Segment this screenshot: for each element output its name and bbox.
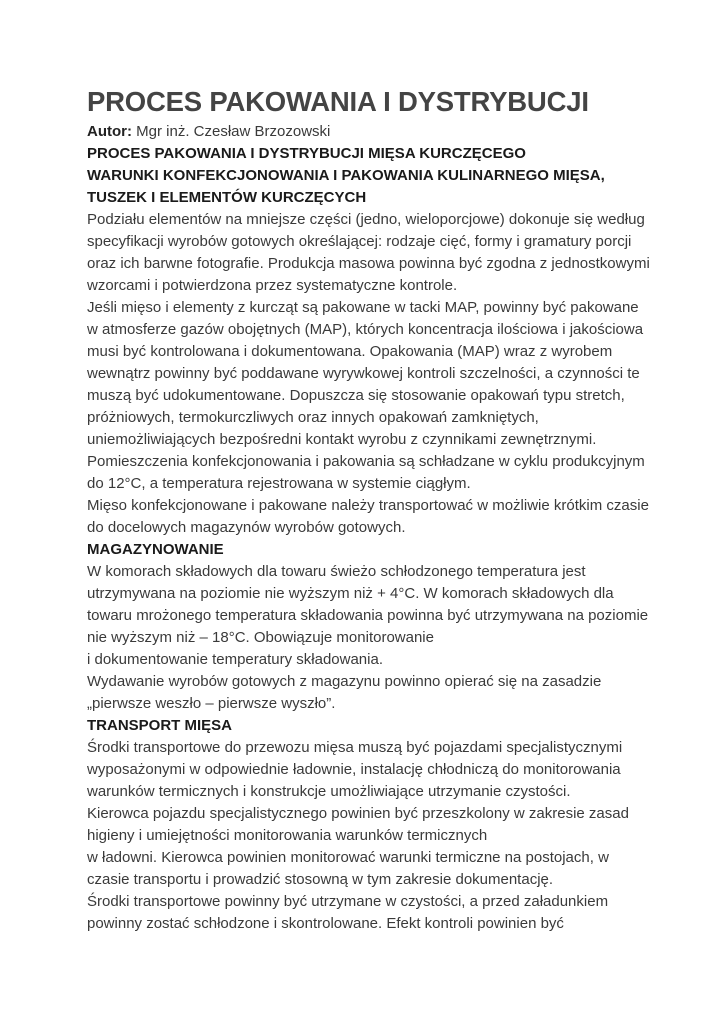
text-line: wewnątrz powinny być poddawane wyrywkowej kontroli szczelności, a czynności te	[87, 365, 640, 382]
text-line: „pierwsze weszło – pierwsze wyszło”.	[87, 695, 336, 712]
text-line: utrzymywana na poziomie nie wyższym niż + 4°C. W komorach składowych dla	[87, 585, 614, 602]
text-line: musi być kontrolowana i dokumentowana. Opakowania (MAP) wraz z wyrobem	[87, 343, 613, 360]
author-name: Mgr inż. Czesław Brzozowski	[132, 123, 331, 140]
text-line: czasie transportu i prowadzić stosowną w tym zakresie dokumentację.	[87, 871, 554, 888]
text-line: MAGAZYNOWANIE	[87, 541, 224, 558]
text-line: Środki transportowe do przewozu mięsa muszą być pojazdami specjalistycznymi	[87, 739, 623, 756]
author-label: Autor:	[87, 123, 132, 140]
text-line: w ładowni. Kierowca powinien monitorować warunki termiczne na postojach, w	[87, 849, 609, 866]
document-body	[87, 143, 665, 935]
text-line: oraz ich barwne fotografie. Produkcja masowa powinna być zgodna z jednostkowymi	[87, 255, 650, 272]
text-line: i dokumentowanie temperatury składowania.	[87, 651, 383, 668]
text-line: do docelowych magazynów wyrobów gotowych.	[87, 519, 406, 536]
text-line: TRANSPORT MIĘSA	[87, 717, 233, 734]
text-line: Kierowca pojazdu specjalistycznego powinien być przeszkolony w zakresie zasad	[87, 805, 629, 822]
text-line: Wydawanie wyrobów gotowych z magazynu powinno opierać się na zasadzie	[87, 673, 602, 690]
text-line: Mięso konfekcjonowane i pakowane należy transportować w możliwie krótkim czasie	[87, 497, 649, 514]
text-line: WARUNKI KONFEKCJONOWANIA I PAKOWANIA KULINARNEGO MIĘSA,	[87, 167, 605, 184]
text-line: muszą być udokumentowane. Dopuszcza się stosowanie opakowań typu stretch,	[87, 387, 625, 404]
text-line: Jeśli mięso i elementy z kurcząt są pakowane w tacki MAP, powinny być pakowane	[87, 299, 639, 316]
text-line: Środki transportowe powinny być utrzymane w czystości, a przed załadunkiem	[87, 893, 609, 910]
text-line: higieny i umiejętności monitorowania warunków termicznych	[87, 827, 488, 844]
text-line: do 12°C, a temperatura rejestrowana w systemie ciągłym.	[87, 475, 471, 492]
text-line: specyfikacji wyrobów gotowych określającej: rodzaje cięć, formy i gramatury porcji	[87, 233, 632, 250]
text-line: warunków termicznych i konstrukcje umożliwiające utrzymanie czystości.	[87, 783, 571, 800]
paragraph	[87, 737, 665, 935]
text-line: próżniowych, termokurczliwych oraz innych opakowań zamkniętych,	[87, 409, 539, 426]
text-line: wzorcami i potwierdzona przez systematyczne kontrole.	[87, 277, 458, 294]
text-line: TUSZEK I ELEMENTÓW KURCZĘCYCH	[87, 189, 367, 206]
paragraph	[87, 561, 665, 715]
section-heading	[87, 715, 665, 737]
text-line: Pomieszczenia konfekcjonowania i pakowania są schładzane w cyklu produkcyjnym	[87, 453, 645, 470]
author-line	[87, 121, 665, 142]
document-title: PROCES PAKOWANIA I DYSTRYBUCJI	[87, 86, 589, 117]
section-heading	[87, 539, 665, 561]
text-line: towaru mrożonego temperatura składowania powinna być utrzymywana na poziomie	[87, 607, 649, 624]
text-line: powinny zostać schłodzone i skontrolowane. Efekt kontroli powinien być	[87, 915, 564, 932]
text-line: Podziału elementów na mniejsze części (jedno, wieloporcjowe) dokonuje się według	[87, 211, 645, 228]
text-line: W komorach składowych dla towaru świeżo schłodzonego temperatura jest	[87, 563, 586, 580]
paragraph	[87, 209, 665, 539]
section-heading	[87, 143, 665, 209]
text-line: nie wyższym niż – 18°C. Obowiązuje monitorowanie	[87, 629, 434, 646]
text-line: wyposażonymi w odpowiednie ładownie, instalację chłodniczą do monitorowania	[87, 761, 621, 778]
text-line: w atmosferze gazów obojętnych (MAP), których koncentracja ilościowa i jakościowa	[87, 321, 644, 338]
text-line: uniemożliwiających bezpośredni kontakt wyrobu z czynnikami zewnętrznymi.	[87, 431, 597, 448]
text-line: PROCES PAKOWANIA I DYSTRYBUCJI MIĘSA KURCZĘCEGO	[87, 145, 526, 162]
